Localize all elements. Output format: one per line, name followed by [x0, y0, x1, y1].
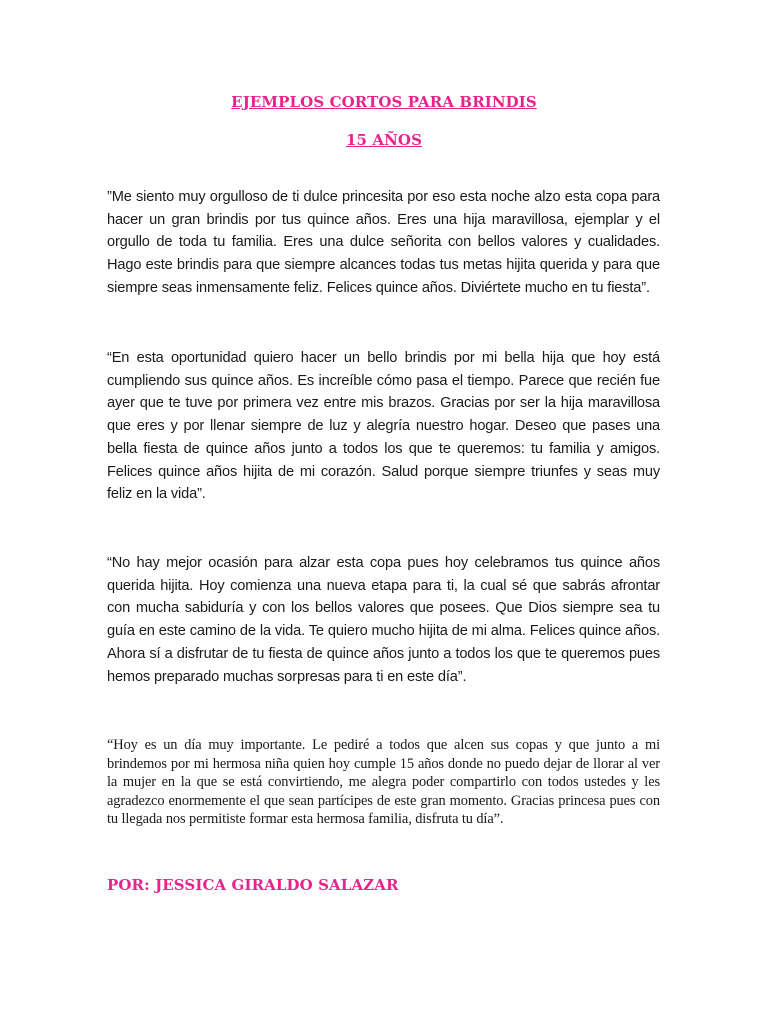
toast-paragraph-2: “En esta oportunidad quiero hacer un bello brindis por mi bella hija que hoy está cumpliendo sus quince años. Es increíble cómo pasa el tiempo. Parece que recién fue ayer que te tuve por primera vez entre mis brazos. Gracias por ser la hija maravillosa que eres y por llenar siempre de luz y alegría nuestro hogar. Deseo que pases una bella fiesta de quince años junto a todos los que te queremos: tu familia y amigos. Felices quince años hijita de mi corazón. Salud porque siempre triunfes y seas muy feliz en la vida”. [107, 350, 660, 503]
document-subtitle: 15 AÑOS [345, 131, 423, 149]
document-title: EJEMPLOS CORTOS PARA BRINDIS [231, 93, 537, 111]
toast-paragraph-3: “No hay mejor ocasión para alzar esta copa pues hoy celebramos tus quince años querida hijita. Hoy comienza una nueva etapa para ti, la cual sé que sabrás afrontar con mucha sabiduría y con los bellos valores que posees. Que Dios siempre sea tu guía en este camino de la vida. Te quiero mucho hijita de mi alma. Felices quince años. Ahora sí a disfrutar de tu fiesta de quince años junto a todos los que te queremos pues hemos preparado muchas sorpresas para ti en este día”. [107, 555, 660, 685]
toast-paragraph-1: ”Me siento muy orgulloso de ti dulce princesita por eso esta noche alzo esta copa para hacer un gran brindis por tus quince años. Eres una hija maravillosa, ejemplar y el orgullo de toda tu familia. Eres una dulce señorita con bellos valores y cualidades. Hago este brindis para que siempre alcances todas tus metas hijita querida y para que siempre seas inmensamente feliz. Felices quince años. Diviértete mucho en tu fiesta”. [107, 189, 660, 296]
toast-paragraph-4: “Hoy es un día muy importante. Le pediré a todos que alcen sus copas y que junto a mi brindemos por mi hermosa niña quien hoy cumple 15 años donde no puedo dejar de llorar al ver la mujer en la que se está convirtiendo, me alegra poder compartirlo con todos ustedes y les agradezco enormemente el que sean partícipes de este gran momento. Gracias princesa pues con tu llegada nos permitiste formar esta hermosa familia, disfruta tu día”. [107, 737, 660, 827]
author-byline: POR: JESSICA GIRALDO SALAZAR [107, 876, 399, 894]
